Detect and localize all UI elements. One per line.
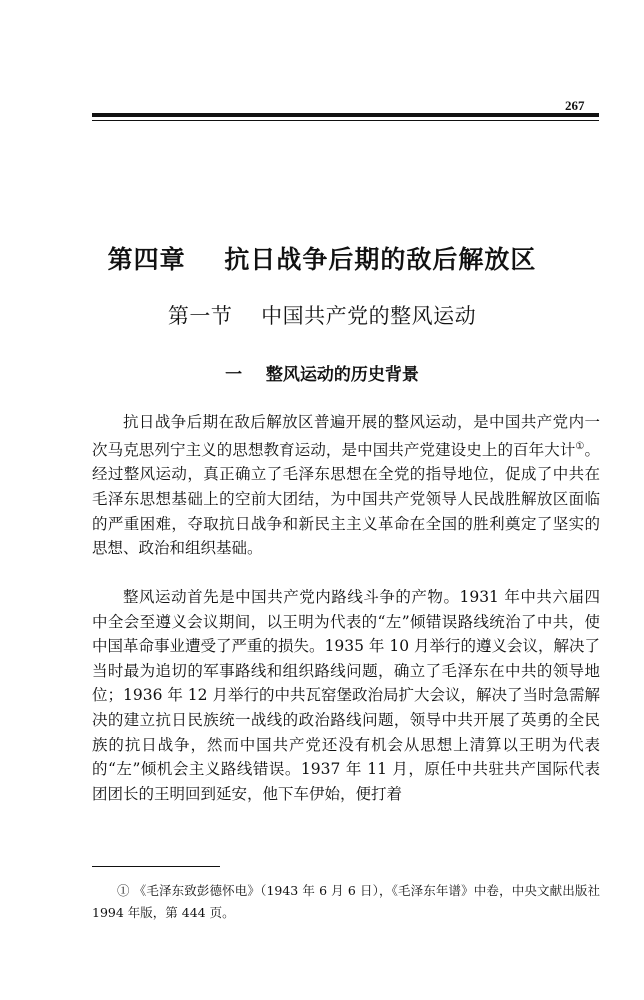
header-rule-thick [92,113,599,117]
body-paragraph-2 [92,585,600,806]
footnote-divider [92,866,220,867]
page-number: 267 [565,98,585,113]
chapter-title: 第四章 抗日战争后期的敌后解放区 [107,245,537,274]
footnote: ① 《毛泽东致彭德怀电》（1943 年 6 月 6 日），《毛泽东年谱》中卷，中央文献出版社 1994 年版，第 444 页。 [92,883,600,920]
paragraph-text: 。经过整风运动，真正确立了毛泽东思想在全党的指导地位，促成了中共在毛泽东思想基础上的空前大团结，为中国共产党领导人民战胜解放区面临的严重困难，夺取抗日战争和新民主主义革命在全国的胜利奠定了坚实的思想、政治和组织基础。 [92,440,600,558]
body-paragraph-1 [92,410,600,561]
paragraph-text: 抗日战争后期在敌后解放区普遍开展的整风运动，是中国共产党内一次马克思列宁主义的思想教育运动，是中国共产党建设史上的百年大计 [92,413,600,459]
subsection-title: 一 整风运动的历史背景 [225,365,419,385]
footnote-reference[interactable]: ① [575,440,585,452]
section-title: 第一节 中国共产党的整风运动 [167,304,477,328]
header-rule-thin [92,120,599,121]
paragraph-text: 整风运动首先是中国共产党内路线斗争的产物。1931 年中共六届四中全会至遵义会议期间，以王明为代表的“左”倾错误路线统治了中共，使中国革命事业遭受了严重的损失。1935 年 10 月举行的遵义会议，解决了当时最为追切的军事路线和组织路线问题，确立了毛泽东在中共的领导地位；1936 年 12 月举行的中共瓦窑堡政治局扩大会议，解决了当时急需解决的建立抗日民族统一战线的政治路线问题，领导中共开展了英勇的全民族的抗日战争，然而中国共产党还没有机会从思想上清算以王明为代表的“左”倾机会主义路线错误。1937 年 11 月，原任中共驻共产国际代表团团长的王明回到延安，他下车伊始，便打着 [92,588,600,803]
